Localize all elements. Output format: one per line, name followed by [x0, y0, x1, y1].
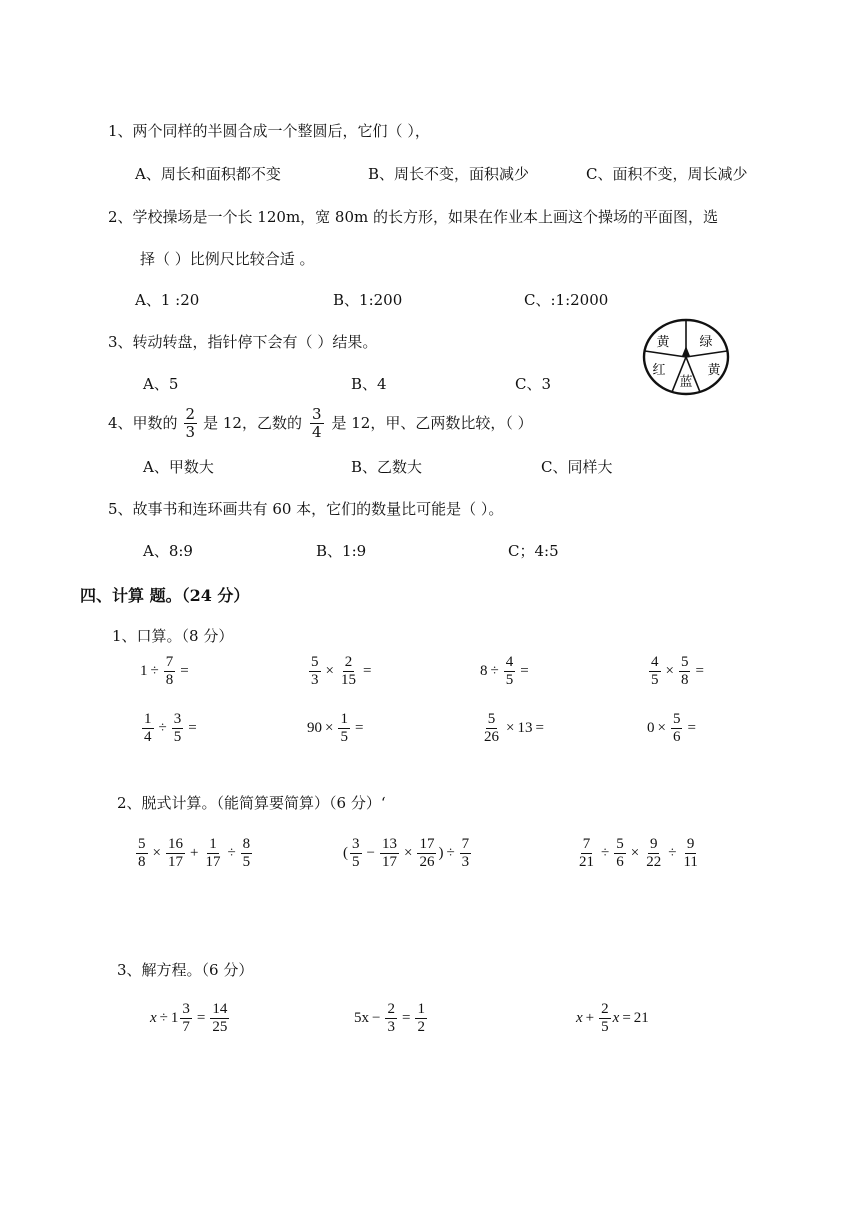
oral-8-operator: ×: [657, 719, 666, 736]
sw3-denominator-4: 11: [683, 853, 698, 870]
oral-2-fraction-2: [339, 654, 358, 689]
sw1-fraction-1: [136, 836, 148, 871]
sw3-numerator-2: 5: [616, 835, 624, 852]
q4-fraction-1: [184, 406, 198, 441]
sw3-operator-1: ÷: [601, 844, 610, 861]
oral-calc-4: [647, 652, 707, 690]
sw2-denominator-1: 5: [352, 853, 360, 870]
oral-2-fraction-1: [309, 654, 321, 689]
sw3-numerator-3: 9: [649, 835, 658, 852]
sw1-operator-1: ×: [152, 844, 161, 861]
equation-3: [576, 998, 649, 1038]
eq2-result-numerator: 1: [417, 1000, 425, 1017]
oral-calc-2: [307, 652, 374, 690]
oral-2-denominator-2: 15: [340, 671, 356, 688]
eq3-numerator: 2: [601, 1000, 609, 1017]
oral-6-numerator: 1: [340, 710, 348, 727]
eq1-fraction: [180, 1001, 192, 1036]
solve-equations-heading: 3、解方程。（6 分）: [117, 961, 254, 979]
spinner-label-blue: 蓝: [679, 375, 693, 390]
q2-option-b: B、1:200: [333, 291, 403, 309]
sw2-right-paren: ): [438, 844, 444, 861]
sw2-numerator-4: 7: [461, 835, 470, 852]
q1-option-c: C、面积不变，周长减少: [586, 165, 748, 183]
eq3-fraction: [599, 1001, 611, 1036]
eq1-result-fraction: [210, 1001, 229, 1036]
oral-7-operand: 13: [517, 719, 533, 736]
oral-calc-5: [140, 709, 200, 747]
oral-4-numerator-1: 4: [651, 653, 659, 670]
sw3-fraction-3: [644, 836, 663, 871]
oral-2-operator: ×: [325, 662, 334, 679]
q4-fraction-2-numerator: 3: [311, 404, 322, 423]
eq3-equals: =: [622, 1009, 631, 1026]
sw1-numerator-3: 1: [209, 835, 217, 852]
eq2-fraction: [385, 1001, 397, 1036]
sw1-denominator-4: 5: [242, 853, 251, 870]
eq2-denominator: 3: [387, 1018, 395, 1035]
eq1-result-numerator: 14: [212, 1000, 228, 1017]
eq3-result: 21: [633, 1009, 649, 1026]
oral-calc-1: [140, 652, 192, 690]
oral-2-denominator-1: 3: [311, 671, 319, 688]
eq2-result-fraction: [415, 1001, 427, 1036]
q4-option-c: C、同样大: [541, 458, 613, 476]
oral-6-denominator: 5: [340, 728, 348, 745]
q4-option-a: A、甲数大: [143, 458, 214, 476]
q4-fraction-1-numerator: 2: [185, 404, 196, 423]
eq3-variable-2: x: [612, 1009, 620, 1026]
q3-stem: 3、转动转盘，指针停下会有（ ）结果。: [108, 333, 378, 351]
oral-calc-3: [480, 652, 532, 690]
sw2-left-paren: (: [343, 844, 348, 861]
sw3-fraction-1: [577, 836, 596, 871]
sw1-numerator-2: 16: [167, 835, 183, 852]
oral-3-operand: 8: [480, 662, 488, 679]
sw2-fraction-2: [380, 836, 399, 871]
oral-8-operand: 0: [647, 719, 655, 736]
q4-option-b: B、乙数大: [351, 458, 423, 476]
sw2-denominator-2: 17: [381, 853, 397, 870]
sw1-numerator-4: 8: [242, 835, 251, 852]
sw3-denominator-1: 21: [579, 853, 594, 870]
eq1-whole-part: 1: [170, 1009, 179, 1026]
oral-8-numerator: 5: [672, 710, 681, 727]
oral-4-denominator-2: 8: [680, 671, 689, 688]
q5-stem: 5、故事书和连环画共有 60 本，它们的数量比可能是（ ）。: [108, 500, 504, 518]
section-4-title: 四、计算 题。（24 分）: [80, 586, 250, 605]
stepwise-calc-heading: 2、脱式计算。（能简算要简算）（6 分）‘: [117, 794, 386, 812]
sw1-fraction-3: [203, 836, 222, 871]
q3-option-c: C、3: [515, 375, 552, 393]
eq2-operator: −: [372, 1009, 381, 1026]
q4-fraction-2: [310, 406, 324, 441]
spinner-label-green: 绿: [699, 335, 713, 350]
sw3-numerator-4: 9: [686, 835, 695, 852]
sw2-fraction-1: [350, 836, 362, 871]
q5-option-a: A、8:9: [143, 542, 193, 560]
sw3-operator-3: ÷: [668, 844, 677, 861]
spinner-label-yellow-2: 黄: [707, 363, 721, 378]
q4-text-2: 是 12，乙数的: [203, 414, 302, 432]
spinner-wheel-image: [642, 318, 730, 396]
eq2-numerator: 2: [387, 1000, 395, 1017]
oral-3-fraction: [504, 654, 516, 689]
sw3-operator-2: ×: [630, 844, 640, 861]
sw1-numerator-1: 5: [138, 835, 146, 852]
sw2-fraction-4: [460, 836, 472, 871]
oral-5-equals: =: [188, 719, 197, 736]
oral-6-equals: =: [354, 719, 364, 736]
oral-4-denominator-1: 5: [651, 671, 659, 688]
eq1-numerator: 3: [182, 1000, 190, 1017]
oral-calc-8: [647, 709, 699, 747]
q4-fraction-2-denominator: 4: [311, 422, 322, 441]
oral-6-fraction: [338, 711, 350, 746]
eq3-denominator: 5: [601, 1018, 609, 1035]
oral-4-fraction-1: [649, 654, 661, 689]
eq2-term: 5x: [354, 1009, 369, 1026]
sw2-numerator-3: 17: [419, 835, 435, 852]
q5-option-c: C；4:5: [508, 542, 559, 560]
oral-7-operator: ×: [506, 719, 515, 736]
oral-4-numerator-2: 5: [680, 653, 689, 670]
eq2-equals: =: [401, 1009, 411, 1026]
q1-option-a: A、周长和面积都不变: [135, 165, 281, 183]
q2-stem: 2、学校操场是一个长 120m，宽 80m 的长方形，如果在作业本上画这个操场的平面图，选: [108, 208, 719, 226]
stepwise-expression-2: [343, 833, 473, 873]
oral-3-numerator: 4: [505, 653, 514, 670]
stepwise-expression-1: [134, 833, 254, 873]
sw3-denominator-3: 22: [646, 853, 662, 870]
stepwise-expression-3: [575, 833, 702, 873]
q2-option-c: C、:1:2000: [524, 291, 609, 309]
oral-1-fraction: [164, 654, 176, 689]
oral-3-equals: =: [520, 662, 529, 679]
eq1-denominator: 7: [182, 1018, 190, 1035]
oral-5-operator: ÷: [158, 719, 167, 736]
sw2-numerator-2: 13: [381, 835, 397, 852]
equation-2: [354, 998, 429, 1038]
q4-stem: [108, 403, 533, 443]
oral-2-numerator-2: 2: [344, 653, 353, 670]
sw3-fraction-2: [614, 836, 626, 871]
sw1-denominator-1: 8: [138, 853, 146, 870]
oral-8-equals: =: [687, 719, 696, 736]
sw2-denominator-3: 26: [419, 853, 435, 870]
sw1-fraction-2: [166, 836, 185, 871]
oral-4-equals: =: [695, 662, 704, 679]
oral-5-numerator-1: 1: [144, 710, 152, 727]
oral-calc-heading: 1、口算。（8 分）: [112, 627, 234, 645]
q5-option-b: B、1:9: [316, 542, 367, 560]
sw1-fraction-4: [241, 836, 253, 871]
sw3-numerator-1: 7: [582, 835, 591, 852]
oral-5-fraction-2: [172, 711, 184, 746]
eq3-operator: +: [585, 1009, 595, 1026]
oral-1-numerator: 7: [165, 653, 174, 670]
spinner-label-red: 红: [652, 363, 666, 378]
sw1-denominator-2: 17: [167, 853, 183, 870]
q1-option-b: B、周长不变，面积减少: [368, 165, 530, 183]
oral-3-operator: ÷: [490, 662, 499, 679]
oral-1-operand: 1: [140, 662, 148, 679]
oral-8-denominator: 6: [672, 728, 681, 745]
oral-2-numerator-1: 5: [311, 653, 319, 670]
q3-option-b: B、4: [351, 375, 387, 393]
q4-fraction-1-denominator: 3: [185, 422, 196, 441]
sw2-operator-1: −: [366, 844, 375, 861]
equation-1: [150, 998, 231, 1038]
sw2-fraction-3: [417, 836, 436, 871]
q2-stem-continued: 择（ ）比例尺比较合适 。: [140, 250, 315, 268]
eq1-equals: =: [196, 1009, 206, 1026]
sw2-denominator-4: 3: [461, 853, 470, 870]
oral-5-numerator-2: 3: [173, 710, 182, 727]
oral-5-denominator-2: 5: [173, 728, 182, 745]
eq1-result-denominator: 25: [212, 1018, 228, 1035]
spinner-label-yellow-1: 黄: [656, 335, 670, 350]
oral-8-fraction: [671, 711, 683, 746]
oral-6-operand: 90: [307, 719, 322, 736]
oral-calc-6: [307, 709, 366, 747]
oral-5-denominator-1: 4: [144, 728, 152, 745]
sw1-denominator-3: 17: [205, 853, 221, 870]
sw3-fraction-4: [681, 836, 699, 871]
q4-text-1: 4、甲数的: [108, 414, 178, 432]
oral-5-fraction-1: [142, 711, 154, 746]
oral-3-denominator: 5: [505, 671, 514, 688]
sw2-operator-3: ÷: [446, 844, 455, 861]
q3-option-a: A、5: [143, 375, 179, 393]
sw1-operator-2: +: [189, 844, 199, 861]
eq1-variable: x: [150, 1009, 157, 1026]
eq2-result-denominator: 2: [417, 1018, 425, 1035]
q2-option-a: A、1 :20: [135, 291, 200, 309]
oral-7-equals: =: [535, 719, 544, 736]
eq1-operator: ÷: [159, 1009, 168, 1026]
oral-1-denominator: 8: [165, 671, 174, 688]
oral-7-denominator: 26: [484, 728, 499, 745]
oral-7-fraction: [482, 711, 501, 746]
oral-6-operator: ×: [325, 719, 334, 736]
oral-calc-7: [480, 709, 547, 747]
q4-text-3: 是 12，甲、乙两数比较，（ ）: [331, 414, 533, 432]
oral-7-numerator: 5: [487, 710, 496, 727]
oral-2-equals: =: [362, 662, 372, 679]
oral-4-operator: ×: [665, 662, 674, 679]
oral-1-equals: =: [180, 662, 189, 679]
sw2-operator-2: ×: [403, 844, 413, 861]
oral-1-operator: ÷: [150, 662, 159, 679]
eq3-variable: x: [576, 1009, 583, 1026]
sw2-numerator-1: 3: [352, 835, 360, 852]
sw3-denominator-2: 6: [616, 853, 624, 870]
oral-4-fraction-2: [679, 654, 691, 689]
q1-stem: 1、两个同样的半圆合成一个整圆后，它们（ ），: [108, 122, 430, 140]
sw1-operator-3: ÷: [227, 844, 236, 861]
